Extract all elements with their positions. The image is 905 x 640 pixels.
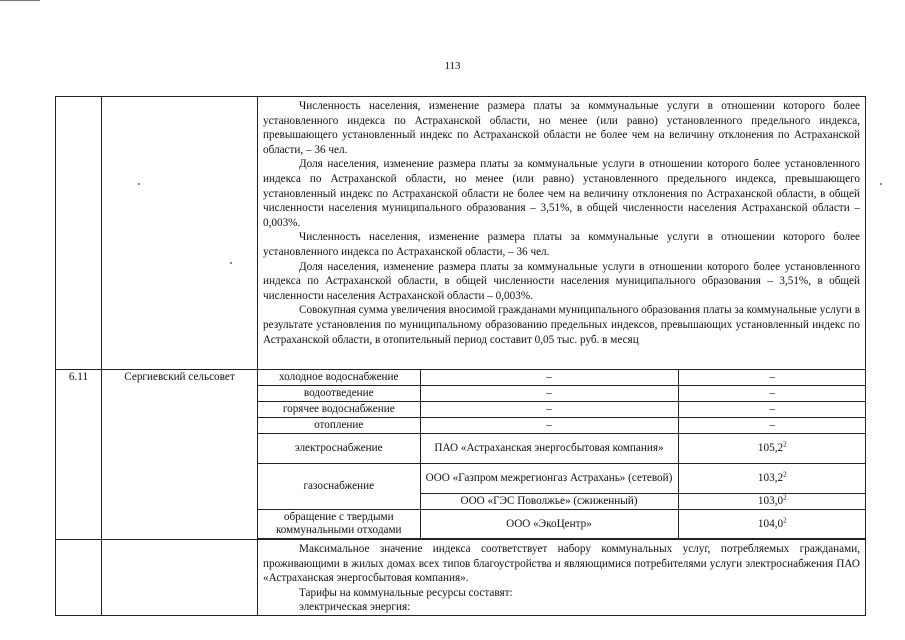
service-name: газоснабжение (258, 464, 420, 510)
provider-name: ООО «Газпром межрегионгаз Астрахань» (сетевой) (420, 464, 678, 494)
page-number: 113 (444, 60, 461, 72)
service-row (258, 370, 866, 386)
provider-name: – (420, 402, 678, 418)
provider-name: ООО «ЭкоЦентр» (420, 510, 678, 539)
footnote-mark: 2 (783, 440, 787, 449)
service-name: холодное водоснабжение (258, 370, 420, 386)
paragraph-population-share: Доля населения, изменение размера платы за коммунальные услуги в отношении которого более установленного индекса по Астраханской области, но менее (или равно) установленного предельного индекса, превышающего установленный индекс по Астраханской области не более чем на величину отклонения по Астраханской области, в общей численности населения муниципального образования – 3,51%, в общей численности населения Астраханской области – 0,003%. (263, 158, 860, 229)
service-name: горячее водоснабжение (258, 402, 420, 418)
paragraph-population-count: Численность населения, изменение размера платы за коммунальные услуги в отношении которого более установленного индекса по Астраханской области, но менее (или равно) установленного предельного индекса, превышающего установленный индекс по Астраханской области не более чем на величину отклонения по Астраханской области, – 36 чел. (263, 100, 860, 156)
municipality-row (56, 370, 866, 540)
index-value: – (678, 370, 866, 386)
index-value (678, 494, 866, 510)
service-name: электроснабжение (258, 434, 420, 464)
footnote-mark: 2 (783, 515, 787, 524)
index-value (678, 434, 866, 464)
service-row (258, 464, 866, 494)
service-row (258, 510, 866, 539)
continuation-text-cell (258, 97, 866, 370)
service-row (258, 386, 866, 402)
service-row (258, 418, 866, 434)
paragraph-electricity-heading: электрическая энергия: (299, 601, 411, 614)
continuation-row (56, 97, 866, 370)
paragraph-max-index: Максимальное значение индекса соответствует набору коммунальных услуг, потребляемых гражданами, проживающими в жилых домах всех типов благоустройства и являющимися потребителями услуги электроснабжения ПАО «Астраханская энергосбытовая компания». (263, 543, 860, 585)
provider-name: – (420, 418, 678, 434)
provider-name: – (420, 386, 678, 402)
index-value: – (678, 386, 866, 402)
paragraph-total-increase: Совокупная сумма увеличения вносимой гражданами муниципального образования платы за коммунальные услуги в результате установления по муниципальному образованию предельных индексов, превышающих установленный индекс по Астраханской области, в отопительный период составит 0,05 тыс. руб. в месяц (263, 304, 860, 346)
paragraph-population-share-above: Доля населения, изменение размера платы за коммунальные услуги в отношении которого более установленного индекса по Астраханской области, в общей численности населения муниципального образования – 3,51%, в общей численности населения Астраханской области – 0,003%. (263, 260, 860, 302)
index-number: 103,0 (757, 495, 784, 507)
service-row (258, 434, 866, 464)
index-value: – (678, 402, 866, 418)
empty-name-cell (102, 540, 258, 616)
municipal-index-table (55, 96, 866, 616)
empty-number-cell (56, 97, 102, 370)
service-row (258, 402, 866, 418)
footnote-mark: 2 (783, 470, 787, 479)
index-number: 105,2 (757, 442, 784, 454)
service-name: отопление (258, 418, 420, 434)
index-number: 104,0 (757, 517, 784, 530)
municipality-name: Сергиевский сельсовет (102, 370, 258, 540)
index-number: 103,2 (757, 472, 784, 484)
footer-text-cell (258, 540, 866, 616)
scan-dot (880, 183, 882, 185)
empty-number-cell (56, 540, 102, 616)
footer-row (56, 540, 866, 616)
provider-name: ПАО «Астраханская энергосбытовая компания» (420, 434, 678, 464)
index-value (678, 464, 866, 494)
index-value (678, 510, 866, 539)
provider-name: ООО «ГЭС Поволжье» (сжиженный) (420, 494, 678, 510)
row-number: 6.11 (56, 370, 102, 540)
service-name: водоотведение (258, 386, 420, 402)
service-name: обращение с твердыми коммунальными отходами (258, 510, 420, 539)
paragraph-population-count-above: Численность населения, изменение размера платы за коммунальные услуги в отношении которого более установленного индекса по Астраханской области, – 36 чел. (263, 231, 860, 258)
provider-name: – (420, 370, 678, 386)
scan-top-mark (0, 0, 40, 2)
index-value: – (678, 418, 866, 434)
paragraph-tariffs-heading: Тарифы на коммунальные ресурсы составят: (299, 586, 513, 599)
services-table (258, 370, 866, 539)
empty-name-cell (102, 97, 258, 370)
services-cell (258, 370, 866, 540)
footnote-mark: 2 (783, 493, 787, 502)
